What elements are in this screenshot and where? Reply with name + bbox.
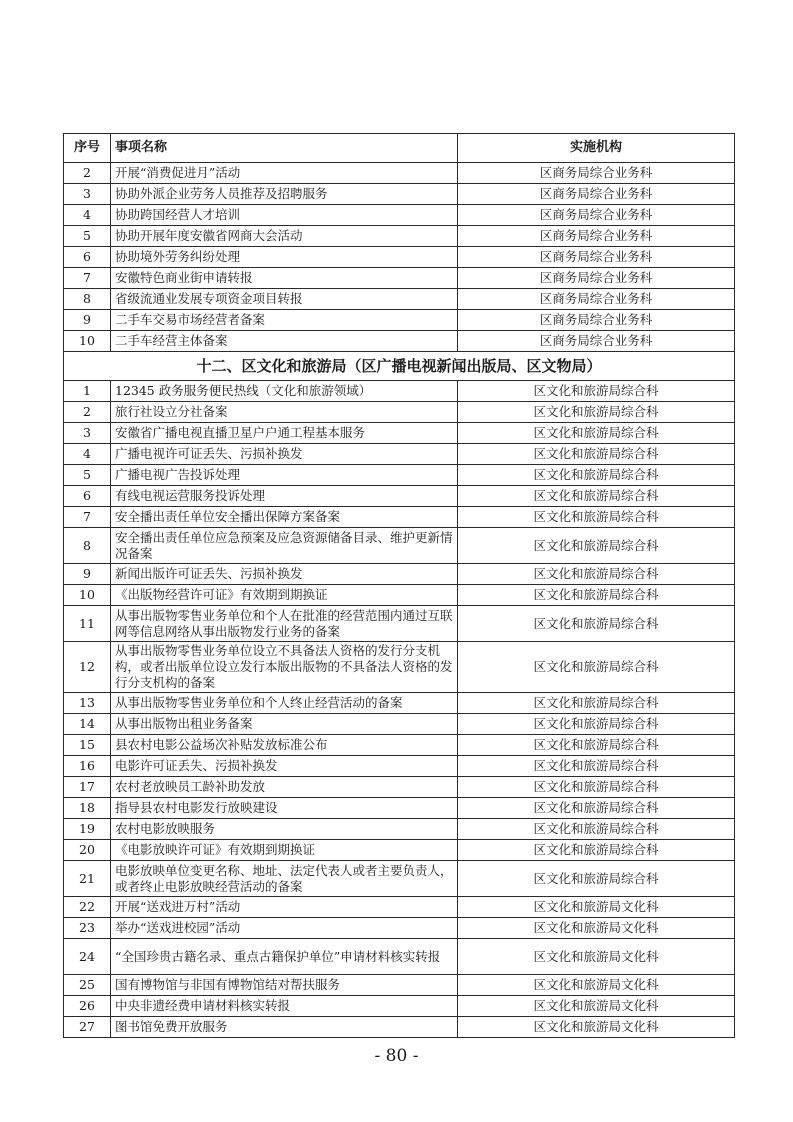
table-row bbox=[64, 840, 735, 861]
table-row bbox=[64, 897, 735, 918]
table-row bbox=[64, 735, 735, 756]
organization: 区商务局综合业务科 bbox=[458, 310, 735, 331]
row-number: 23 bbox=[64, 918, 111, 939]
table-row bbox=[64, 289, 735, 310]
row-number: 2 bbox=[64, 163, 111, 184]
organization: 区文化和旅游局综合科 bbox=[458, 486, 735, 507]
row-number: 11 bbox=[64, 606, 111, 642]
item-name: 国有博物馆与非国有博物馆结对帮扶服务 bbox=[111, 975, 458, 996]
row-number: 13 bbox=[64, 693, 111, 714]
item-name: 广播电视广告投诉处理 bbox=[111, 465, 458, 486]
row-number: 16 bbox=[64, 756, 111, 777]
organization: 区文化和旅游局综合科 bbox=[458, 693, 735, 714]
row-number: 1 bbox=[64, 381, 111, 402]
item-name: 协助外派企业劳务人员推荐及招聘服务 bbox=[111, 184, 458, 205]
organization: 区文化和旅游局文化科 bbox=[458, 939, 735, 975]
service-items-table bbox=[63, 133, 735, 1038]
organization: 区文化和旅游局综合科 bbox=[458, 402, 735, 423]
organization: 区商务局综合业务科 bbox=[458, 226, 735, 247]
row-number: 8 bbox=[64, 528, 111, 564]
item-name: 二手车交易市场经营者备案 bbox=[111, 310, 458, 331]
item-name: 省级流通业发展专项资金项目转报 bbox=[111, 289, 458, 310]
organization: 区文化和旅游局综合科 bbox=[458, 840, 735, 861]
item-name: 从事出版物零售业务单位设立不具备法人资格的发行分支机构，或者出版单位设立发行本版出版物的不具备法人资格的发行分支机构的备案 bbox=[111, 642, 458, 693]
organization: 区文化和旅游局综合科 bbox=[458, 528, 735, 564]
header-item-name: 事项名称 bbox=[111, 134, 458, 163]
organization: 区文化和旅游局综合科 bbox=[458, 507, 735, 528]
item-name: 图书馆免费开放服务 bbox=[111, 1017, 458, 1038]
organization: 区商务局综合业务科 bbox=[458, 331, 735, 352]
organization: 区文化和旅游局综合科 bbox=[458, 381, 735, 402]
table-row bbox=[64, 486, 735, 507]
row-number: 14 bbox=[64, 714, 111, 735]
item-name: 开展“消费促进月”活动 bbox=[111, 163, 458, 184]
table-row bbox=[64, 798, 735, 819]
section-title: 十二、区文化和旅游局（区广播电视新闻出版局、区文物局） bbox=[64, 352, 735, 381]
organization: 区商务局综合业务科 bbox=[458, 268, 735, 289]
table-row bbox=[64, 184, 735, 205]
table-row bbox=[64, 205, 735, 226]
row-number: 5 bbox=[64, 226, 111, 247]
organization: 区商务局综合业务科 bbox=[458, 184, 735, 205]
row-number: 21 bbox=[64, 861, 111, 897]
row-number: 22 bbox=[64, 897, 111, 918]
item-name: 协助跨国经营人才培训 bbox=[111, 205, 458, 226]
item-name: 新闻出版许可证丢失、污损补换发 bbox=[111, 564, 458, 585]
table-row bbox=[64, 402, 735, 423]
row-number: 25 bbox=[64, 975, 111, 996]
header-no: 序号 bbox=[64, 134, 111, 163]
table-row bbox=[64, 423, 735, 444]
item-name: 《出版物经营许可证》有效期到期换证 bbox=[111, 585, 458, 606]
organization: 区文化和旅游局文化科 bbox=[458, 996, 735, 1017]
item-name: 中央非遗经费申请材料核实转报 bbox=[111, 996, 458, 1017]
table-row bbox=[64, 861, 735, 897]
table-row bbox=[64, 975, 735, 996]
item-name: 安全播出责任单位安全播出保障方案备案 bbox=[111, 507, 458, 528]
section-row bbox=[64, 352, 735, 381]
organization: 区文化和旅游局综合科 bbox=[458, 735, 735, 756]
row-number: 2 bbox=[64, 402, 111, 423]
table-header bbox=[64, 134, 735, 163]
header-organization: 实施机构 bbox=[458, 134, 735, 163]
item-name: 协助境外劳务纠纷处理 bbox=[111, 247, 458, 268]
item-name: 安徽特色商业街申请转报 bbox=[111, 268, 458, 289]
organization: 区文化和旅游局综合科 bbox=[458, 606, 735, 642]
item-name: 从事出版物出租业务备案 bbox=[111, 714, 458, 735]
header-row bbox=[64, 134, 735, 163]
row-number: 5 bbox=[64, 465, 111, 486]
item-name: 开展“送戏进万村”活动 bbox=[111, 897, 458, 918]
organization: 区文化和旅游局综合科 bbox=[458, 465, 735, 486]
organization: 区文化和旅游局文化科 bbox=[458, 1017, 735, 1038]
organization: 区文化和旅游局综合科 bbox=[458, 564, 735, 585]
table-row bbox=[64, 777, 735, 798]
table-row bbox=[64, 528, 735, 564]
row-number: 7 bbox=[64, 268, 111, 289]
item-name: 指导县农村电影发行放映建设 bbox=[111, 798, 458, 819]
table-row bbox=[64, 507, 735, 528]
table-row bbox=[64, 465, 735, 486]
item-name: 农村老放映员工龄补助发放 bbox=[111, 777, 458, 798]
item-name: 安徽省广播电视直播卫星户户通工程基本服务 bbox=[111, 423, 458, 444]
table-row bbox=[64, 381, 735, 402]
row-number: 4 bbox=[64, 444, 111, 465]
organization: 区文化和旅游局综合科 bbox=[458, 714, 735, 735]
table-section bbox=[64, 352, 735, 381]
organization: 区文化和旅游局综合科 bbox=[458, 444, 735, 465]
item-name: 安全播出责任单位应急预案及应急资源储备目录、维护更新情况备案 bbox=[111, 528, 458, 564]
row-number: 10 bbox=[64, 585, 111, 606]
organization: 区文化和旅游局文化科 bbox=[458, 918, 735, 939]
row-number: 20 bbox=[64, 840, 111, 861]
row-number: 7 bbox=[64, 507, 111, 528]
row-number: 12 bbox=[64, 642, 111, 693]
organization: 区文化和旅游局综合科 bbox=[458, 423, 735, 444]
table-row bbox=[64, 226, 735, 247]
organization: 区商务局综合业务科 bbox=[458, 289, 735, 310]
item-name: 农村电影放映服务 bbox=[111, 819, 458, 840]
item-name: 二手车经营主体备案 bbox=[111, 331, 458, 352]
table-row bbox=[64, 163, 735, 184]
table-body-commerce bbox=[64, 163, 735, 352]
table-row bbox=[64, 564, 735, 585]
item-name: 广播电视许可证丢失、污损补换发 bbox=[111, 444, 458, 465]
row-number: 3 bbox=[64, 423, 111, 444]
row-number: 18 bbox=[64, 798, 111, 819]
row-number: 9 bbox=[64, 564, 111, 585]
item-name: 旅行社设立分社备案 bbox=[111, 402, 458, 423]
table-row bbox=[64, 714, 735, 735]
organization: 区文化和旅游局综合科 bbox=[458, 585, 735, 606]
table-row bbox=[64, 585, 735, 606]
table-row bbox=[64, 268, 735, 289]
table-row bbox=[64, 642, 735, 693]
item-name: “全国珍贵古籍名录、重点古籍保护单位”申请材料核实转报 bbox=[111, 939, 458, 975]
row-number: 9 bbox=[64, 310, 111, 331]
table-row bbox=[64, 996, 735, 1017]
organization: 区文化和旅游局综合科 bbox=[458, 861, 735, 897]
table-row bbox=[64, 939, 735, 975]
row-number: 15 bbox=[64, 735, 111, 756]
organization: 区商务局综合业务科 bbox=[458, 205, 735, 226]
row-number: 6 bbox=[64, 247, 111, 268]
row-number: 19 bbox=[64, 819, 111, 840]
row-number: 24 bbox=[64, 939, 111, 975]
table-row bbox=[64, 444, 735, 465]
table-row bbox=[64, 247, 735, 268]
table-row bbox=[64, 331, 735, 352]
row-number: 6 bbox=[64, 486, 111, 507]
item-name: 有线电视运营服务投诉处理 bbox=[111, 486, 458, 507]
item-name: 县农村电影公益场次补贴发放标准公布 bbox=[111, 735, 458, 756]
item-name: 电影许可证丢失、污损补换发 bbox=[111, 756, 458, 777]
item-name: 12345 政务服务便民热线（文化和旅游领域） bbox=[111, 381, 458, 402]
table-row bbox=[64, 693, 735, 714]
organization: 区文化和旅游局综合科 bbox=[458, 819, 735, 840]
table-row bbox=[64, 1017, 735, 1038]
row-number: 3 bbox=[64, 184, 111, 205]
table-row bbox=[64, 606, 735, 642]
row-number: 8 bbox=[64, 289, 111, 310]
organization: 区商务局综合业务科 bbox=[458, 163, 735, 184]
item-name: 《电影放映许可证》有效期到期换证 bbox=[111, 840, 458, 861]
organization: 区文化和旅游局综合科 bbox=[458, 642, 735, 693]
row-number: 27 bbox=[64, 1017, 111, 1038]
item-name: 电影放映单位变更名称、地址、法定代表人或者主要负责人，或者终止电影放映经营活动的备案 bbox=[111, 861, 458, 897]
table-row bbox=[64, 819, 735, 840]
row-number: 17 bbox=[64, 777, 111, 798]
table-row bbox=[64, 918, 735, 939]
item-name: 从事出版物零售业务单位和个人在批准的经营范围内通过互联网等信息网络从事出版物发行业务的备案 bbox=[111, 606, 458, 642]
row-number: 26 bbox=[64, 996, 111, 1017]
row-number: 4 bbox=[64, 205, 111, 226]
item-name: 协助开展年度安徽省网商大会活动 bbox=[111, 226, 458, 247]
item-name: 举办“送戏进校园”活动 bbox=[111, 918, 458, 939]
organization: 区文化和旅游局综合科 bbox=[458, 798, 735, 819]
table-row bbox=[64, 756, 735, 777]
organization: 区文化和旅游局综合科 bbox=[458, 777, 735, 798]
organization: 区商务局综合业务科 bbox=[458, 247, 735, 268]
table-body-culture-tourism bbox=[64, 381, 735, 1038]
organization: 区文化和旅游局文化科 bbox=[458, 975, 735, 996]
item-name: 从事出版物零售业务单位和个人终止经营活动的备案 bbox=[111, 693, 458, 714]
organization: 区文化和旅游局文化科 bbox=[458, 897, 735, 918]
row-number: 10 bbox=[64, 331, 111, 352]
organization: 区文化和旅游局综合科 bbox=[458, 756, 735, 777]
page-number: - 80 - bbox=[374, 1046, 419, 1066]
table-row bbox=[64, 310, 735, 331]
